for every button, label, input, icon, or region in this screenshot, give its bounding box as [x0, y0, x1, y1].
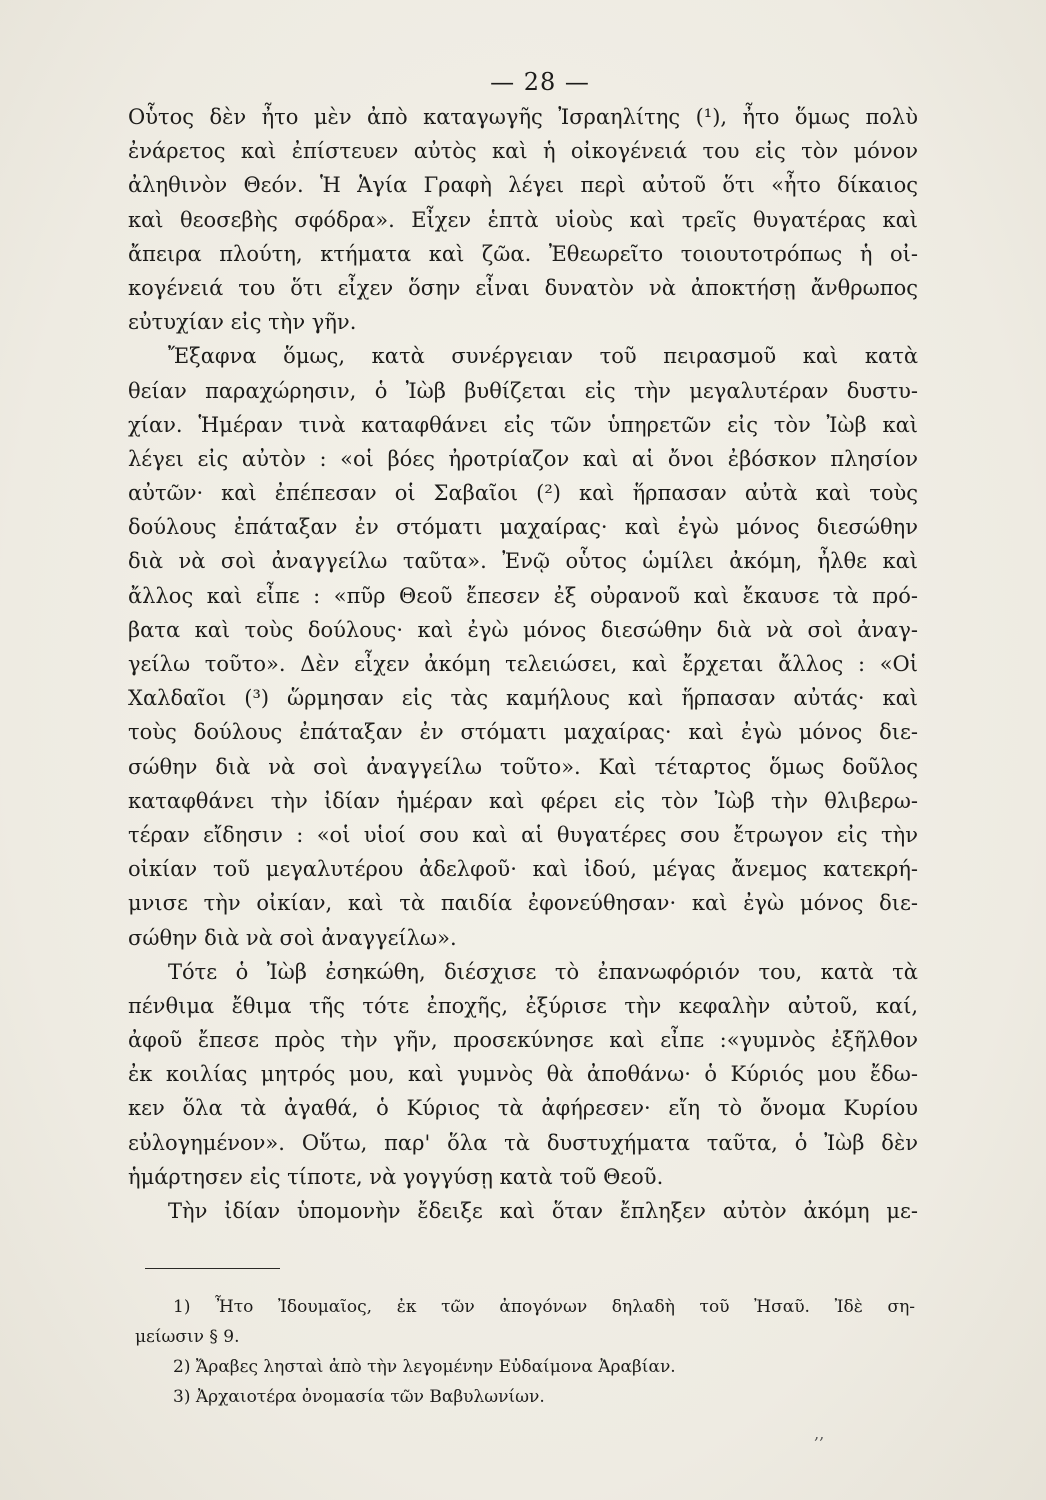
text-line: ἄπειρα πλούτη, κτήματα καὶ ζῶα. Ἐθεωρεῖτο τοιουτοτρόπως ἡ οἰ-: [128, 241, 918, 266]
text-line: χίαν. Ἡμέραν τινὰ καταφθάνει εἰς τῶν ὑπηρετῶν εἰς τὸν Ἰὼβ καὶ: [128, 412, 918, 437]
text-line: ἄλλος καὶ εἶπε : «πῦρ Θεοῦ ἔπεσεν ἐξ οὐρανοῦ καὶ ἔκαυσε τὰ πρό-: [128, 583, 918, 608]
text-line: ἐκ κοιλίας μητρός μου, καὶ γυμνὸς θὰ ἀποθάνω· ὁ Κύριός μου ἔδω-: [128, 1062, 918, 1087]
text-line: μνισε τὴν οἰκίαν, καὶ τὰ παιδία ἐφονεύθησαν· καὶ ἐγὼ μόνος διε-: [128, 891, 918, 916]
text-line: Τότε ὁ Ἰὼβ ἐσηκώθη, διέσχισε τὸ ἐπανωφόριόν του, κατὰ τὰ: [168, 959, 918, 984]
text-line: Τὴν ἰδίαν ὑπομονὴν ἔδειξε καὶ ὅταν ἔπληξεν αὐτὸν ἀκόμη με-: [168, 1199, 918, 1223]
text-line: τέραν εἴδησιν : «οἱ υἱοί σου καὶ αἱ θυγατέρες σου ἔτρωγον εἰς τὴν: [128, 822, 918, 847]
text-line: ἐνάρετος καὶ ἐπίστευεν αὐτὸς καὶ ἡ οἰκογένειά του εἰς τὸν μόνον: [128, 139, 918, 164]
body-text: [128, 100, 918, 1228]
text-line: λέγει εἰς αὐτὸν : «οἱ βόες ἠροτρίαζον καὶ αἱ ὄνοι ἐβόσκον πλησίον: [128, 446, 918, 471]
footnote-1-continued: μείωσιν § 9.: [135, 1327, 240, 1347]
text-line: δούλους ἐπάταξαν ἐν στόματι μαχαίρας· καὶ ἐγὼ μόνος διεσώθην: [128, 515, 918, 540]
text-line: σώθην διὰ νὰ σοὶ ἀναγγείλω».: [128, 925, 457, 950]
text-line: καταφθάνει τὴν ἰδίαν ἡμέραν καὶ φέρει εἰς τὸν Ἰὼβ τὴν θλιβερω-: [128, 788, 918, 813]
text-line: γείλω τοῦτο». Δὲν εἶχεν ἀκόμη τελειώσει, καὶ ἔρχεται ἄλλος : «Οἱ: [128, 652, 918, 676]
page-number: — 28 —: [490, 68, 590, 96]
text-line: Οὗτος δὲν ἦτο μὲν ἀπὸ καταγωγῆς Ἰσραηλίτης (¹), ἦτο ὅμως πολὺ: [128, 105, 918, 129]
text-line: ἀληθινὸν Θεόν. Ἡ Ἁγία Γραφὴ λέγει περὶ αὐτοῦ ὅτι «ἦτο δίκαιος: [128, 173, 918, 198]
footnotes: [135, 1292, 915, 1412]
text-line: ἀφοῦ ἔπεσε πρὸς τὴν γῆν, προσεκύνησε καὶ εἶπε :«γυμνὸς ἐξῆλθον: [128, 1028, 918, 1053]
text-line: βατα καὶ τοὺς δούλους· καὶ ἐγὼ μόνος διεσώθην διὰ νὰ σοὶ ἀναγ-: [128, 617, 918, 642]
text-line: Χαλδαῖοι (³) ὥρμησαν εἰς τὰς καμήλους καὶ ἥρπασαν αὐτάς· καὶ: [128, 686, 918, 711]
footnote-3: 3) Ἀρχαιοτέρα ὀνομασία τῶν Βαβυλωνίων.: [173, 1387, 545, 1407]
text-line: κεν ὅλα τὰ ἀγαθά, ὁ Κύριος τὰ ἀφήρεσεν· εἴη τὸ ὄνομα Κυρίου: [128, 1096, 918, 1121]
text-line: διὰ νὰ σοὶ ἀναγγείλω ταῦτα». Ἐνῷ οὗτος ὡμίλει ἀκόμη, ἦλθε καὶ: [128, 549, 918, 574]
text-line: ἡμάρτησεν εἰς τίποτε, νὰ γογγύσῃ κατὰ τοῦ Θεοῦ.: [128, 1164, 664, 1189]
text-line: εὐτυχίαν εἰς τὴν γῆν.: [128, 310, 357, 335]
footnote-1: 1) Ἦτο Ἰδουμαῖος, ἐκ τῶν ἀπογόνων δηλαδὴ τοῦ Ἠσαῦ. Ἰδὲ ση-: [173, 1297, 915, 1317]
text-line: τοὺς δούλους ἐπάταξαν ἐν στόματι μαχαίρας· καὶ ἐγὼ μόνος διε-: [128, 720, 918, 745]
text-line: πένθιμα ἔθιμα τῆς τότε ἐποχῆς, ἐξύρισε τὴν κεφαλὴν αὐτοῦ, καί,: [128, 993, 918, 1018]
text-line: θείαν παραχώρησιν, ὁ Ἰὼβ βυθίζεται εἰς τὴν μεγαλυτέραν δυστυ-: [128, 378, 918, 403]
text-line: κογένειά του ὅτι εἶχεν ὅσην εἶναι δυνατὸν νὰ ἀποκτήσῃ ἄνθρωπος: [128, 275, 918, 300]
text-line: σώθην διὰ νὰ σοὶ ἀναγγείλω τοῦτο». Καὶ τέταρτος ὅμως δοῦλος: [128, 754, 918, 779]
text-line: οἰκίαν τοῦ μεγαλυτέρου ἀδελφοῦ· καὶ ἰδού, μέγας ἄνεμος κατεκρή-: [128, 857, 918, 882]
footnote-rule: [145, 1268, 280, 1269]
text-line: Ἔξαφνα ὅμως, κατὰ συνέργειαν τοῦ πειρασμοῦ καὶ κατὰ: [168, 344, 918, 369]
text-line: καὶ θεοσεβὴς σφόδρα». Εἶχεν ἑπτὰ υἱοὺς καὶ τρεῖς θυγατέρας καὶ: [128, 207, 918, 232]
footnote-2: 2) Ἄραβες λησταὶ ἀπὸ τὴν λεγομένην Εὐδαίμονα Ἀραβίαν.: [173, 1357, 676, 1377]
margin-mark: ‚‚: [814, 1424, 825, 1443]
text-line: εὐλογημένον». Οὕτω, παρ' ὅλα τὰ δυστυχήματα ταῦτα, ὁ Ἰὼβ δὲν: [128, 1130, 918, 1155]
text-line: αὐτῶν· καὶ ἐπέπεσαν οἱ Σαβαῖοι (²) καὶ ἥρπασαν αὐτὰ καὶ τοὺς: [128, 481, 918, 506]
